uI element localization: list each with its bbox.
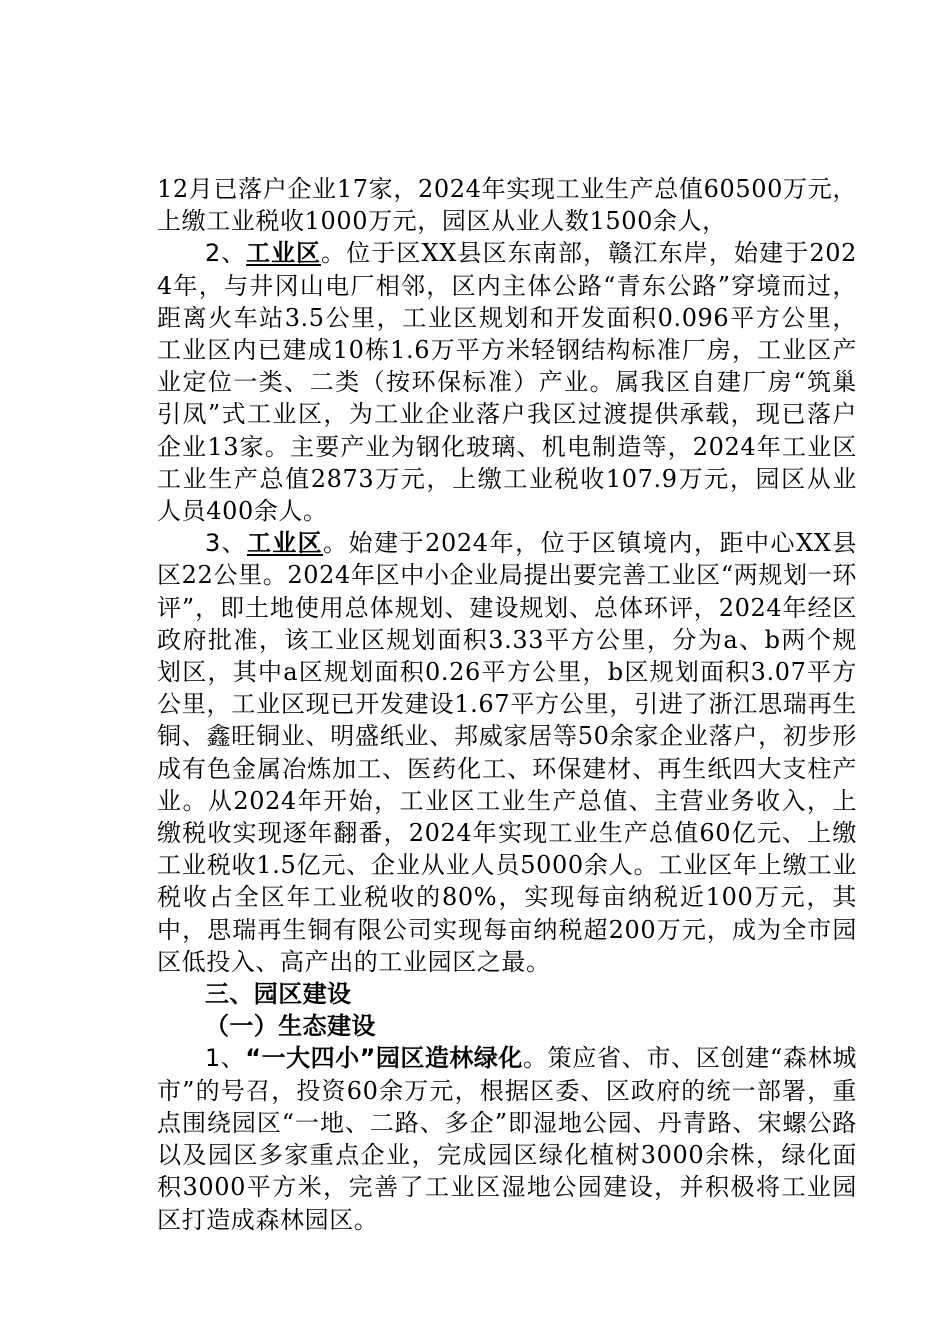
section-heading: 三、园区建设 — [205, 980, 352, 1009]
item-number: 2、 — [205, 239, 247, 268]
item-title: “一大四小”园区造林绿化 — [245, 1044, 523, 1073]
subsection-heading: （一）生态建设 — [205, 1012, 376, 1041]
paragraph-industrial-zone-2 — [157, 237, 857, 527]
item-number: 1、 — [205, 1044, 246, 1073]
paragraph-lead-2 — [205, 239, 321, 267]
paragraph-lead-3 — [205, 529, 323, 557]
paragraph-text: 。位于区XX县区东南部，赣江东岸，始建于2024年，与井冈山电厂相邻，区内主体公路“青东公路”穿境而过，距离火车站3.5公里，工业区规划和开发面积0.096平方公里，工业区内已建成10栋1.6万平方米轻钢结构标准厂房，工业区产业定位一类、二类（按环保标准）产业。属我区自建厂房“筑巢引凤”式工业区，为工业企业落户我区过渡提供承载，现已落户企业13家。主要产业为钢化玻璃、机电制造等，2024年工业区工业生产总值2873万元，上缴工业税收107.9万元，园区从业人员400余人。 — [157, 239, 858, 526]
paragraph-continuation: 12月已落户企业17家，2024年实现工业生产总值60500万元，上缴工业税收1000万元，园区从业人数1500余人， — [157, 175, 857, 236]
item-title: 工业区 — [246, 239, 321, 268]
paragraph-afforestation — [157, 1042, 857, 1235]
paragraph-lead-1 — [205, 1044, 523, 1072]
paragraph-text: 。策应省、市、区创建“森林城市”的号召，投资60余万元，根据区委、区政府的统一部署，重点围绕园区“一地、二路、多企”即湿地公园、丹青路、宋螺公路以及园区多家重点企业，完成园区绿化植树3000余株，绿化面积3000平方米，完善了工业区湿地公园建设，并积极将工业园区打造成森林园区。 — [157, 1044, 857, 1234]
paragraph-text: 。始建于2024年，位于区镇境内，距中心XX县区22公里。2024年区中小企业局提出要完善工业区“两规划一环评”，即土地使用总体规划、建设规划、总体环评，2024年经区政府批准，该工业区规划面积3.33平方公里，分为a、b两个规划区，其中a区规划面积0.26平方公里，b区规划面积3.07平方公里，工业区现已开发建设1.67平方公里，引进了浙江思瑞再生铜、鑫旺铜业、明盛纸业、邦威家居等50余家企业落户，初步形成有色金属冶炼加工、医药化工、环保建材、再生纸四大支柱产业。从2024年开始，工业区工业生产总值、主营业务收入，上缴税收实现逐年翻番，2024年实现工业生产总值60亿元、上缴工业税收1.5亿元、企业从业人员5000余人。工业区年上缴工业税收占全区年工业税收的80%，实现每亩纳税近100万元，其中，思瑞再生铜有限公司实现每亩纳税超200万元，成为全市园区低投入、高产出的工业园区之最。 — [157, 529, 857, 976]
document-body — [157, 173, 857, 1236]
paragraph-industrial-zone-3 — [157, 527, 857, 978]
item-title: 工业区 — [246, 529, 323, 558]
item-number: 3、 — [205, 529, 247, 558]
